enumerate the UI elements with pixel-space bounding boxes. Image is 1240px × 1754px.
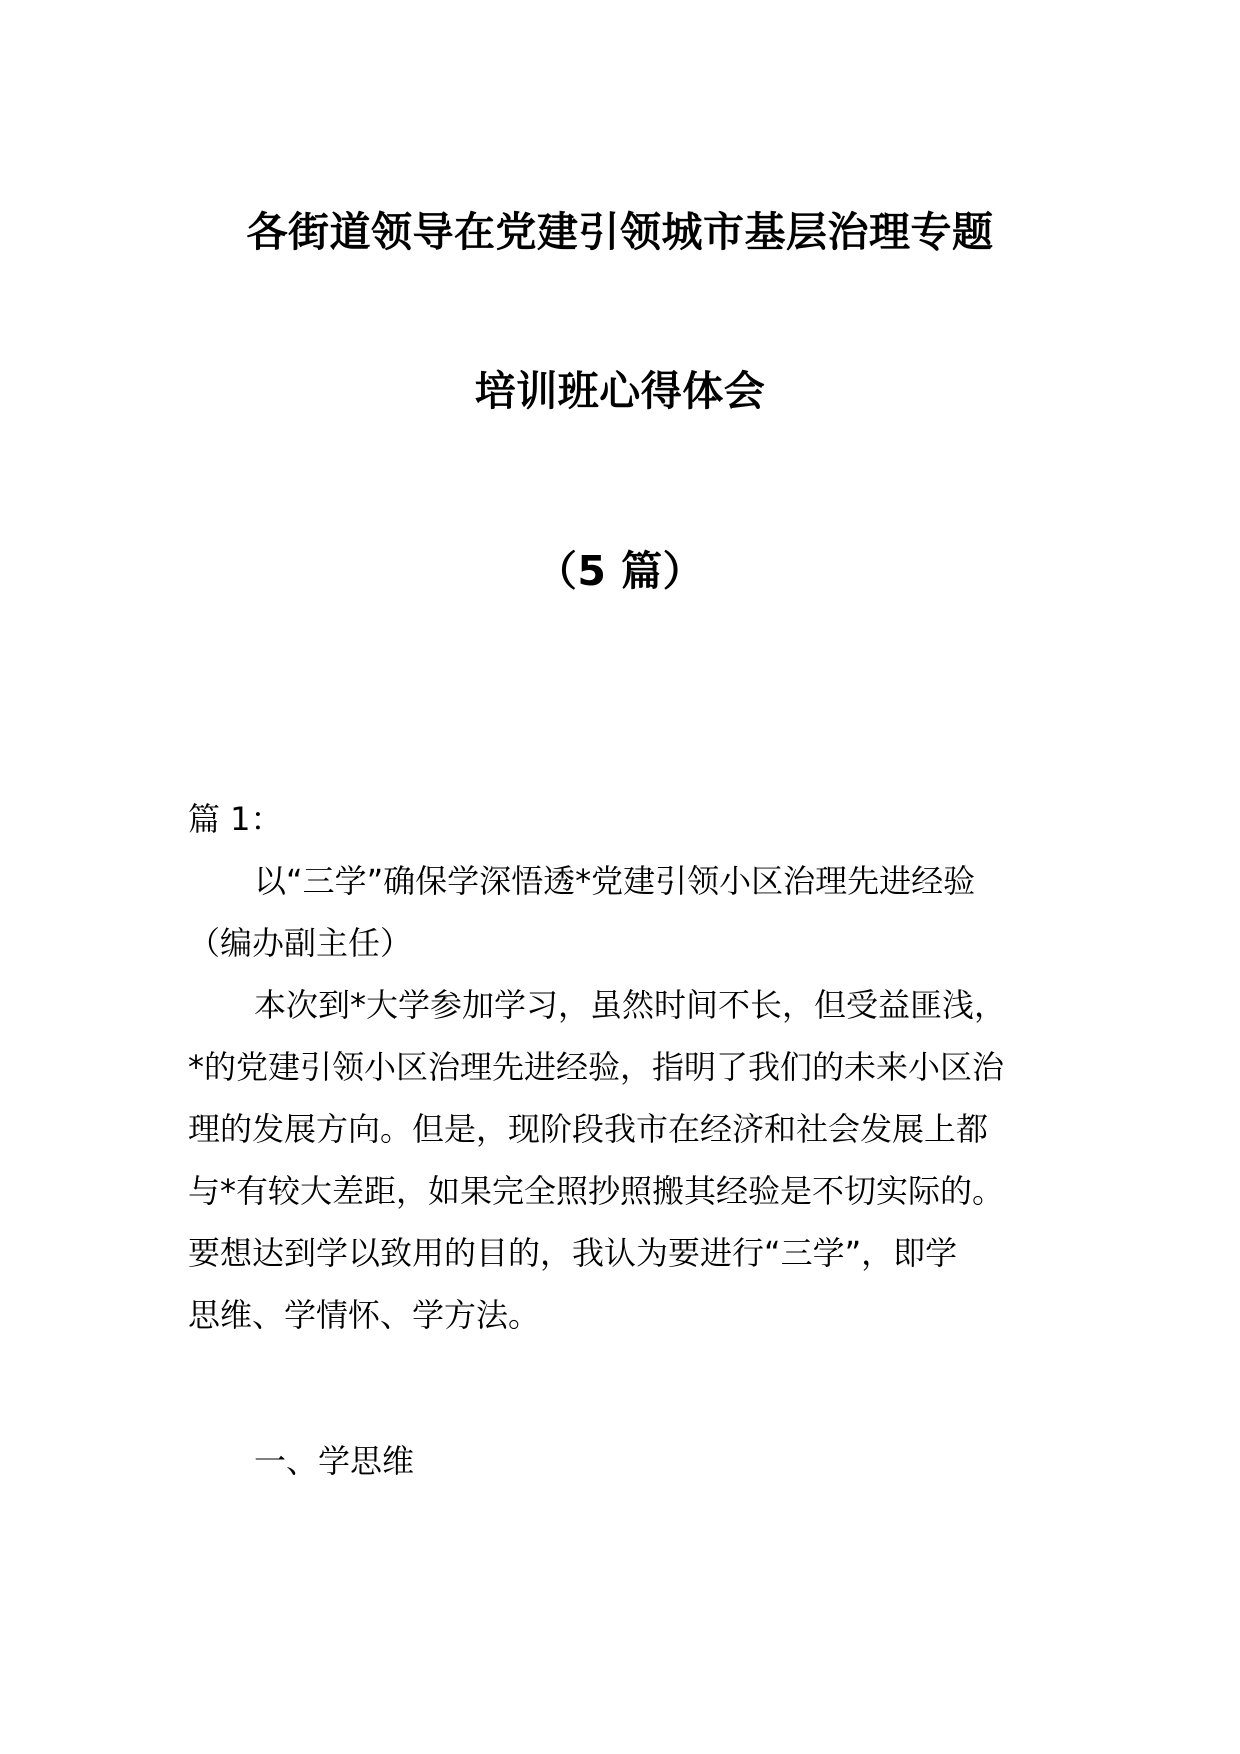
document-title-count: （5 篇）: [535, 547, 705, 595]
paragraph-line: 与*有较大差距，如果完全照抄照搬其经验是不切实际的。: [188, 1172, 1005, 1210]
section-heading-text: 一、学思维: [254, 1442, 415, 1480]
document-title-line-1: 各街道领导在党建引领城市基层治理专题: [246, 208, 994, 256]
section-label: [188, 788, 1056, 850]
body-paragraph: [188, 974, 1056, 1346]
article-subtitle-line-1: 以“三学”确保学深悟透*党建引领小区治理先进经验: [254, 862, 976, 900]
section-label-text: 篇 1：: [188, 800, 283, 838]
paragraph-line: 要想达到学以致用的目的，我认为要进行“三学”，即学: [188, 1234, 958, 1272]
paragraph-line: 本次到*大学参加学习，虽然时间不长，但受益匪浅，: [254, 986, 1007, 1024]
document-title-line-2: 培训班心得体会: [474, 367, 766, 415]
article-subtitle: [188, 850, 1056, 974]
article-subtitle-line-2: （编办副主任）: [188, 924, 413, 962]
paragraph-line: 理的发展方向。但是，现阶段我市在经济和社会发展上都: [188, 1110, 989, 1148]
paragraph-line: *的党建引领小区治理先进经验，指明了我们的未来小区治: [188, 1048, 1005, 1086]
section-heading: [188, 1430, 1056, 1492]
paragraph-line: 思维、学情怀、学方法。: [188, 1296, 541, 1334]
